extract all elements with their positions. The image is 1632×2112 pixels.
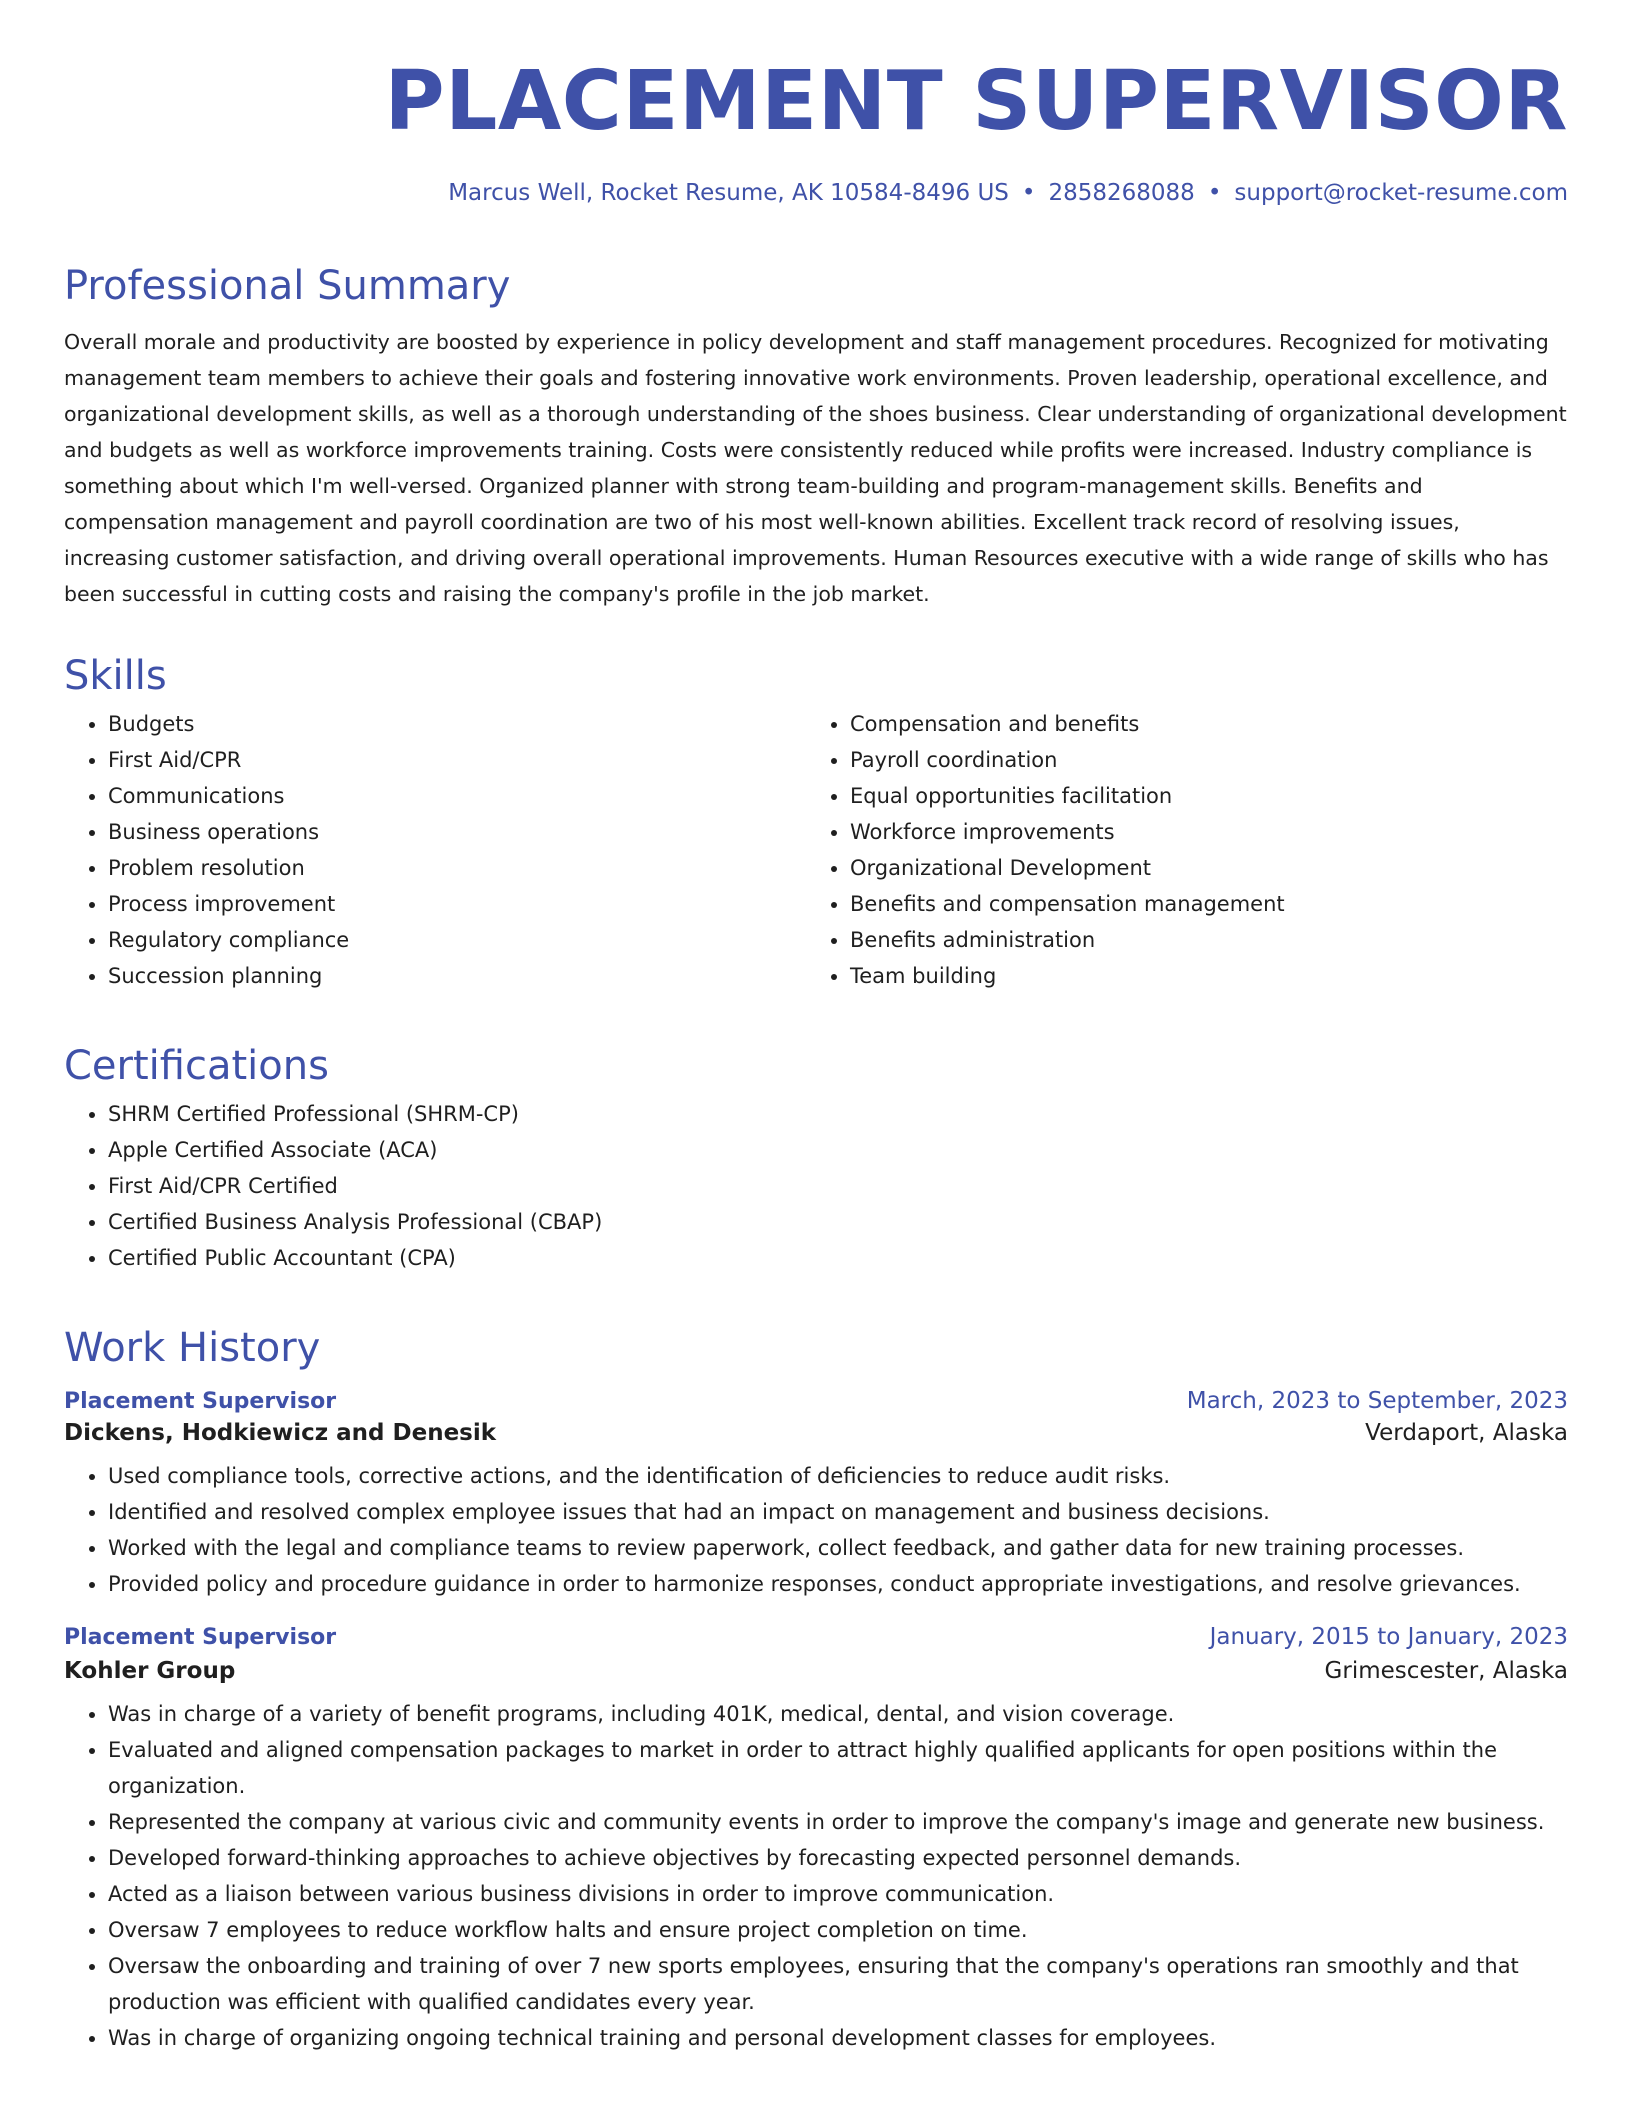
job-bullet: • Evaluated and aligned compensation packages to market in order to attract highly qualified applicants for open positions within the organization.	[108, 1732, 1568, 1804]
skill-item: • Benefits and compensation management	[850, 886, 1548, 922]
job-title: Placement Supervisor	[64, 1625, 337, 1650]
skills-list-left	[64, 706, 806, 994]
job-bullet: • Developed forward-thinking approaches to achieve objectives by forecasting expected personnel demands.	[108, 1840, 1568, 1876]
job-dates: March, 2023 to September, 2023	[1186, 1388, 1568, 1414]
job-bullet: • Oversaw 7 employees to reduce workflow halts and ensure project completion on time.	[108, 1912, 1568, 1948]
job-bullet: • Worked with the legal and compliance teams to review paperwork, collect feedback, and gather data for new training processes.	[108, 1530, 1568, 1566]
skill-item: • Communications	[108, 778, 806, 814]
skill-item: • Regulatory compliance	[108, 922, 806, 958]
job-bullets	[64, 1696, 1568, 2056]
skills-section	[64, 652, 1568, 994]
skill-item: • First Aid/CPR	[108, 742, 806, 778]
job-company-row	[64, 1658, 1568, 1684]
job-bullet: • Used compliance tools, corrective actions, and the identification of deficiencies to reduce audit risks.	[108, 1458, 1568, 1494]
job-entry	[64, 1624, 1568, 2056]
job-location: Verdaport, Alaska	[1365, 1420, 1568, 1446]
skill-item: • Payroll coordination	[850, 742, 1548, 778]
certification-item: • Apple Certified Associate (ACA)	[108, 1132, 1568, 1168]
skill-item: • Workforce improvements	[850, 814, 1548, 850]
job-bullet: • Acted as a liaison between various business divisions in order to improve communication.	[108, 1876, 1568, 1912]
job-company-row	[64, 1420, 1568, 1446]
skill-item: • Benefits administration	[850, 922, 1548, 958]
summary-heading: Professional Summary	[64, 263, 511, 309]
job-company: Kohler Group	[64, 1658, 236, 1684]
contact-address: Marcus Well, Rocket Resume, AK 10584-8496 US	[448, 180, 1009, 206]
summary-section	[64, 262, 1568, 612]
job-bullet: • Was in charge of organizing ongoing technical training and personal development classes for employees.	[108, 2020, 1568, 2056]
certifications-section	[64, 1042, 1568, 1276]
skill-item: • Succession planning	[108, 958, 806, 994]
job-bullet: • Identified and resolved complex employee issues that had an impact on management and business decisions.	[108, 1494, 1568, 1530]
skill-item: • Compensation and benefits	[850, 706, 1548, 742]
skills-list-right	[806, 706, 1548, 994]
resume-title: PLACEMENT SUPERVISOR	[384, 54, 1568, 149]
certification-item: • Certified Public Accountant (CPA)	[108, 1240, 1568, 1276]
job-location: Grimescester, Alaska	[1324, 1658, 1568, 1684]
contact-separator: •	[1021, 180, 1036, 206]
job-header-row	[64, 1624, 1568, 1650]
certifications-heading: Certifications	[64, 1043, 329, 1089]
job-company: Dickens, Hodkiewicz and Denesik	[64, 1420, 497, 1446]
job-bullet: • Was in charge of a variety of benefit programs, including 401K, medical, dental, and vision coverage.	[108, 1696, 1568, 1732]
skills-column-right	[806, 706, 1548, 994]
contact-email[interactable]: support@rocket-resume.com	[1234, 180, 1568, 206]
job-header-row	[64, 1388, 1568, 1414]
skill-item: • Team building	[850, 958, 1548, 994]
job-title: Placement Supervisor	[64, 1389, 337, 1414]
skills-heading: Skills	[64, 653, 167, 699]
skills-column-left	[64, 706, 806, 994]
contact-line	[448, 180, 1568, 206]
job-entry	[64, 1388, 1568, 1602]
contact-phone: 2858268088	[1048, 180, 1195, 206]
skill-item: • Business operations	[108, 814, 806, 850]
job-bullet: • Represented the company at various civic and community events in order to improve the company's image and generate new business.	[108, 1804, 1568, 1840]
contact-separator: •	[1207, 180, 1222, 206]
job-dates: January, 2015 to January, 2023	[1209, 1624, 1568, 1650]
certifications-list	[64, 1096, 1568, 1276]
job-bullet: • Provided policy and procedure guidance in order to harmonize responses, conduct appropriate investigations, and resolve grievances.	[108, 1566, 1568, 1602]
certification-item: • SHRM Certified Professional (SHRM-CP)	[108, 1096, 1568, 1132]
work-history-heading: Work History	[64, 1325, 321, 1371]
skill-item: • Organizational Development	[850, 850, 1548, 886]
certification-item: • Certified Business Analysis Professional (CBAP)	[108, 1204, 1568, 1240]
job-bullets	[64, 1458, 1568, 1602]
skill-item: • Process improvement	[108, 886, 806, 922]
skill-item: • Equal opportunities facilitation	[850, 778, 1548, 814]
skill-item: • Problem resolution	[108, 850, 806, 886]
certification-item: • First Aid/CPR Certified	[108, 1168, 1568, 1204]
job-bullet: • Oversaw the onboarding and training of over 7 new sports employees, ensuring that the company's operations ran smoothly and that production was efficient with qualified candidates every year.	[108, 1948, 1568, 2020]
work-history-section	[64, 1324, 1568, 2056]
skill-item: • Budgets	[108, 706, 806, 742]
summary-text: Overall morale and productivity are boosted by experience in policy development and staff management procedures. Recognized for motivating management team members to achieve their goals and fostering innovative work environments. Proven leadership, operational excellence, and organizational development skills, as well as a thorough understanding of the shoes business. Clear understanding of organizational development and budgets as well as workforce improvements training. Costs were consistently reduced while profits were increased. Industry compliance is something about which I'm well-versed. Organized planner with strong team-building and program-management skills. Benefits and compensation management and payroll coordination are two of his most well-known abilities. Excellent track record of resolving issues, increasing customer satisfaction, and driving overall operational improvements. Human Resources executive with a wide range of skills who has been successful in cutting costs and raising the company's profile in the job market.	[64, 330, 1567, 606]
skills-grid	[64, 706, 1568, 994]
